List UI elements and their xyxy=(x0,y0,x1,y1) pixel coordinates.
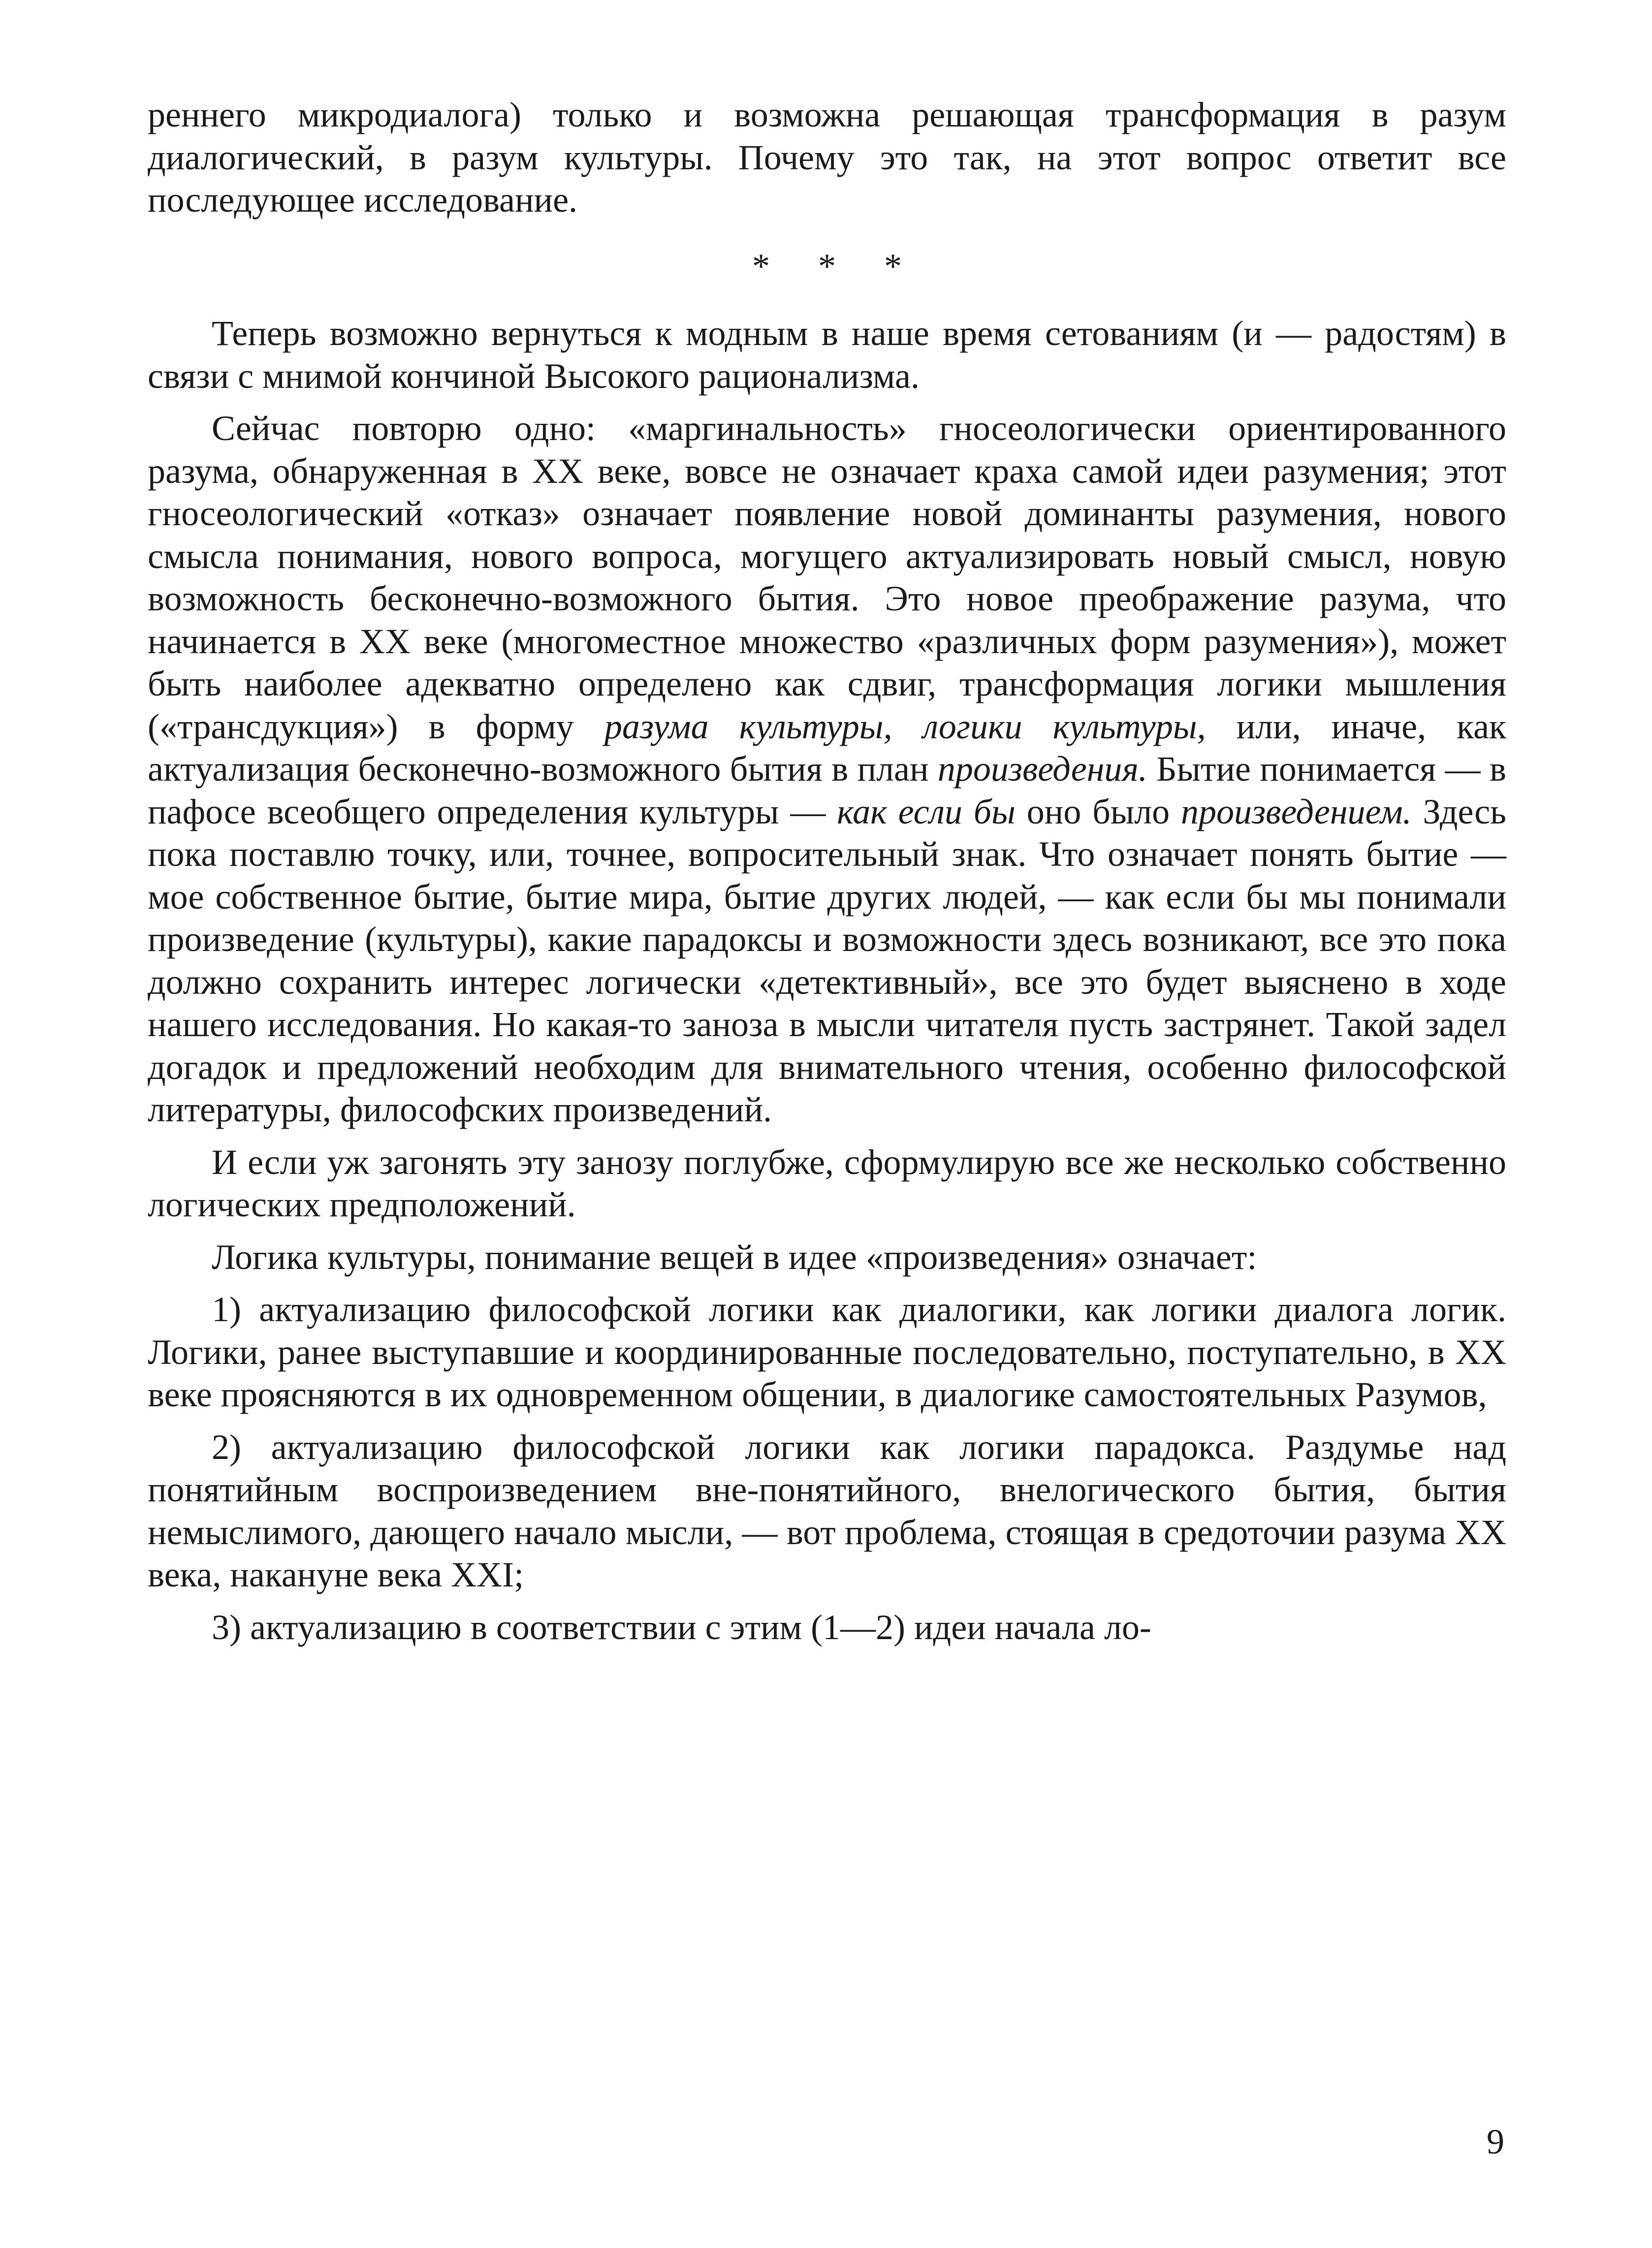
list-item-3: 3) актуализацию в соответствии с этим (1—2) идеи начала ло- xyxy=(212,1607,1151,1647)
italic-run: как если бы xyxy=(837,792,1016,831)
italic-run: произведения. xyxy=(937,749,1147,789)
text-run: Бытие понимается — в пафосе всеобщего определения культуры — xyxy=(148,749,1506,831)
text-run: оно было xyxy=(1015,792,1181,831)
italic-run: произведением. xyxy=(1181,792,1412,831)
page-number: 9 xyxy=(1487,2122,1504,2161)
text-run: Здесь пока поставлю точку, или, точнее, вопросительный знак. Что означает понять бытие — мое собственное бытие, бытие мира, бытие других людей, — как если бы мы понимали произведение (культуры), какие парадоксы и возможности здесь возникают, все это пока должно сохранить интерес логически «детективный», все это будет выяснено в ходе нашего исследования. Но какая-то заноза в мысли читателя пусть застрянет. Такой задел догадок и предложений необходим для внимательного чтения, особенно философской литературы, философских произведений. xyxy=(148,792,1506,1129)
paragraph-logic-of-culture: Логика культуры, понимание вещей в идее «произведения» означает: xyxy=(212,1237,1257,1277)
list-item-2: 2) актуализацию философской логики как логики парадокса. Раздумье над понятийным воспроизведением вне-понятийного, внелогического бытия, бытия немыслимого, дающего начало мысли, — вот проблема, стоящая в средоточии разума XX века, накануне века XXI; xyxy=(148,1427,1506,1594)
list-item-1: 1) актуализацию философской логики как диалогики, как логики диалога логик. Логики, ранее выступавшие и координированные последовательно, поступательно, в XX веке проясняются в их одновременном общении, в диалогике самостоятельных Разумов, xyxy=(148,1290,1506,1414)
text-run: или, иначе, как актуализация бесконечно-возможного бытия в план xyxy=(148,706,1507,789)
section-divider: * * * xyxy=(752,246,921,286)
paragraph-rationalism: Теперь возможно вернуться к модным в наше время сетованиям (и — радостям) в связи с мнимой кончиной Высокого рационализма. xyxy=(148,314,1506,396)
paragraph-splinter: И если уж загонять эту занозу поглубже, сформулирую все же несколько собственно логических предположений. xyxy=(148,1142,1506,1224)
italic-run: разума культуры, логики культуры, xyxy=(604,706,1206,746)
paragraph-marginality xyxy=(148,407,1506,1131)
text-run: Сейчас повторю одно: «маргинальность» гносеологически ориентированного разума, обнаруженная в XX веке, вовсе не означает краха самой идеи разумения; этот гносеологический «отказ» означает появление новой доминанты разумения, нового смысла понимания, нового вопроса, могущего актуализировать новый смысл, новую возможность бесконечно-возможного бытия. Это новое преображение разума, что начинается в XX веке (многоместное множество «различных форм разумения»), может быть наиболее адекватно определено как сдвиг, трансформация логики мышления («трансдукция») в форму xyxy=(148,409,1506,746)
paragraph-continuation: реннего микродиалога) только и возможна решающая трансформация в разум диалогический, в разум культуры. Почему это так, на этот вопрос ответит все последующее исследование. xyxy=(148,95,1506,220)
document-page xyxy=(148,94,1506,2185)
